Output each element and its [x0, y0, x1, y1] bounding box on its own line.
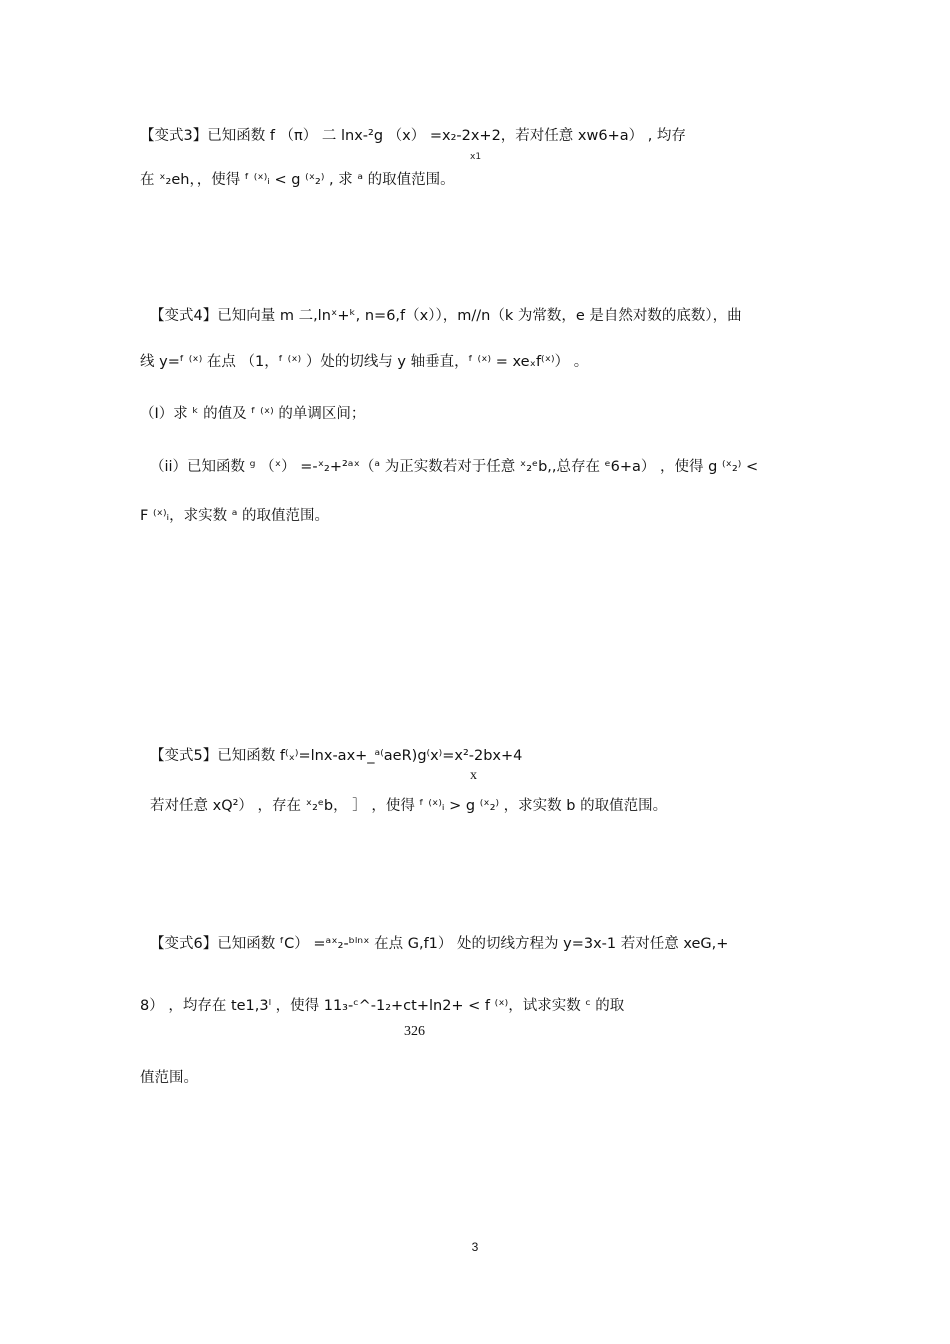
problem-6-line-1: 【变式6】已知函数 ᶠC） =ᵃˣ₂-ᵇˡⁿˣ 在点 G,f1） 处的切线方程为 y=3x-1 若对任意 xeG,+ — [150, 936, 729, 952]
problem-5-subscript: x — [470, 768, 477, 783]
problem-3-line-2: 在 ˣ₂eh，，使得 ᶠ ⁽ˣ⁾ᵢ < g ⁽ˣ₂⁾ , 求 ᵃ 的取值范围。 — [140, 172, 455, 188]
problem-3-subscript: x1 — [470, 152, 482, 162]
problem-4-part-2-line-1: （ii）已知函数 ᵍ （ˣ） =-ˣ₂+²ᵃˣ（ᵃ 为正实数若对于任意 ˣ₂ᵉb,,总存在 ᵉ6+a） ，使得 g ⁽ˣ₂⁾ < — [150, 459, 759, 475]
problem-5-line-2: 若对任意 xQ²） ，存在 ˣ₂ᵉb， ］ ，使得 ᶠ ⁽ˣ⁾ᵢ > g ⁽ˣ₂⁾ ，求实数 b 的取值范围。 — [150, 798, 668, 814]
problem-4-part-2-line-2: F ⁽ˣ⁾ᵢ，求实数 ᵃ 的取值范围。 — [140, 508, 329, 524]
page-number: 3 — [471, 1240, 479, 1254]
problem-3-line-1: 【变式3】已知函数 f （π） 二 lnx-²g （x） =x₂-2x+2，若对任意 xw6+a） , 均存 — [140, 128, 686, 144]
problem-6-fraction-denominators: 326 — [404, 1024, 425, 1039]
problem-4-part-1: （I）求 ᵏ 的值及 ᶠ ⁽ˣ⁾ 的单调区间； — [140, 406, 366, 422]
problem-4-line-1: 【变式4】已知向量 m 二,lnˣ+ᵏ, n=6,f（x）），m//n（k 为常数，e 是自然对数的底数），曲 — [150, 308, 742, 324]
problem-6-line-2: 8） ，均存在 te1,3ˡ ，使得 11₃-ᶜ^-1₂+ct+ln2+ < f ⁽ˣ⁾，试求实数 ᶜ 的取 — [140, 998, 625, 1014]
problem-6-line-3: 值范围。 — [140, 1070, 198, 1086]
problem-4-line-2: 线 y=ᶠ ⁽ˣ⁾ 在点 （1，ᶠ ⁽ˣ⁾ ）处的切线与 y 轴垂直，ᶠ ⁽ˣ⁾ = xeₓf⁽ˣ⁾） 。 — [140, 354, 589, 370]
problem-5-line-1: 【变式5】已知函数 f⁽ₓ⁾=lnx-ax+_ᵃ⁽aeR)g⁽x⁾=x²-2bx+4 — [150, 748, 523, 764]
